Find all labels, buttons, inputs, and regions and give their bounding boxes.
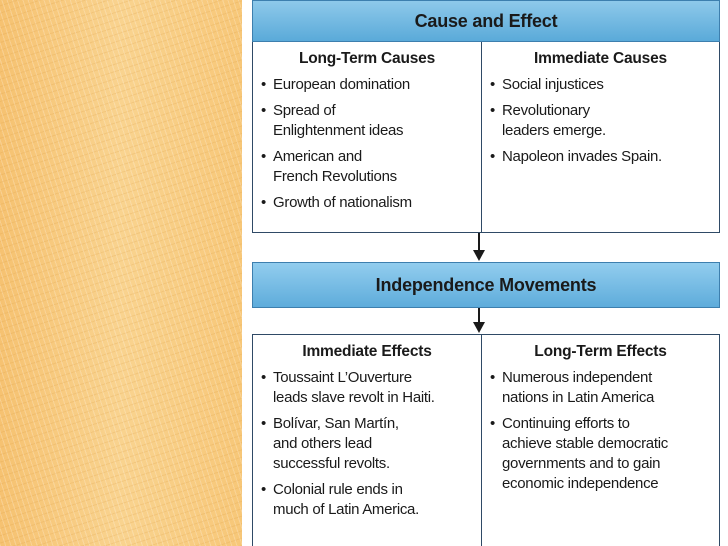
long-term-causes-heading: Long-Term Causes [298, 50, 436, 67]
immediate-causes-column [482, 42, 719, 232]
list-item-line: achieve stable democratic [502, 435, 668, 452]
bullet-icon: • [490, 76, 495, 93]
list-item [261, 368, 473, 408]
list-item-text [273, 147, 473, 187]
list-item [261, 147, 473, 187]
bullet-icon: • [490, 102, 495, 119]
list-item [490, 414, 711, 494]
decorative-left-panel [0, 0, 242, 546]
bullet-icon: • [261, 415, 266, 432]
chart-title: Cause and Effect [414, 10, 558, 31]
long-term-effects-column [482, 335, 719, 546]
list-item-line: Spread of [273, 102, 336, 119]
cause-effect-chart [248, 0, 722, 546]
immediate-effects-heading: Immediate Effects [302, 343, 432, 360]
bullet-icon: • [261, 102, 266, 119]
bullet-icon: • [490, 415, 495, 432]
list-item-line: European domination [273, 76, 410, 93]
list-item-text [502, 147, 711, 167]
bullet-icon: • [261, 481, 266, 498]
list-item [490, 368, 711, 408]
list-item-text [502, 101, 711, 141]
list-item-line: Colonial rule ends in [273, 481, 403, 498]
list-item-line: American and [273, 148, 362, 165]
long-term-effects-list [490, 368, 711, 494]
immediate-effects-list [261, 368, 473, 520]
bullet-icon: • [261, 148, 266, 165]
list-item-line: nations in Latin America [502, 389, 655, 406]
list-item-text [273, 193, 473, 213]
list-item-line: Bolívar, San Martín, [273, 415, 399, 432]
list-item-line: economic independence [502, 475, 659, 492]
effects-box [252, 334, 720, 546]
list-item [261, 480, 473, 520]
list-item-line: Napoleon invades Spain. [502, 148, 662, 165]
list-item-line: much of Latin America. [273, 501, 419, 518]
list-item [490, 147, 711, 167]
list-item-text [273, 75, 473, 95]
bullet-icon: • [261, 194, 266, 211]
list-item-text [502, 368, 711, 408]
list-item-text [273, 368, 473, 408]
list-item-line: Growth of nationalism [273, 194, 412, 211]
immediate-causes-heading: Immediate Causes [534, 50, 667, 67]
independence-movements-label: Independence Movements [375, 274, 597, 295]
list-item-line: Revolutionary [502, 102, 590, 119]
list-item-line: governments and to gain [502, 455, 661, 472]
long-term-causes-list [261, 75, 473, 213]
bullet-icon: • [261, 369, 266, 386]
causes-box [252, 42, 720, 233]
down-arrow-icon [472, 308, 486, 334]
immediate-causes-list [490, 75, 711, 167]
list-item-text [273, 480, 473, 520]
bullet-icon: • [490, 148, 495, 165]
list-item-text [502, 414, 711, 494]
list-item-line: Continuing efforts to [502, 415, 630, 432]
list-item [261, 414, 473, 474]
list-item-line: Enlightenment ideas [273, 122, 404, 139]
list-item-line: Social injustices [502, 76, 604, 93]
list-item [490, 101, 711, 141]
bullet-icon: • [490, 369, 495, 386]
list-item-line: Toussaint L’Ouverture [273, 369, 412, 386]
list-item-text [502, 75, 711, 95]
list-item-line: and others lead [273, 435, 372, 452]
list-item-line: successful revolts. [273, 455, 390, 472]
chart-title-bar [252, 0, 720, 42]
independence-movements-band [252, 262, 720, 308]
list-item [261, 75, 473, 95]
list-item [261, 101, 473, 141]
list-item-line: Numerous independent [502, 369, 652, 386]
list-item [261, 193, 473, 213]
immediate-effects-column [253, 335, 482, 546]
list-item-line: French Revolutions [273, 168, 397, 185]
long-term-effects-heading: Long-Term Effects [534, 343, 667, 360]
list-item-line: leaders emerge. [502, 122, 606, 139]
long-term-causes-column [253, 42, 482, 232]
list-item-text [273, 101, 473, 141]
list-item-text [273, 414, 473, 474]
list-item [490, 75, 711, 95]
bullet-icon: • [261, 76, 266, 93]
list-item-line: leads slave revolt in Haiti. [273, 389, 435, 406]
down-arrow-icon [472, 233, 486, 262]
